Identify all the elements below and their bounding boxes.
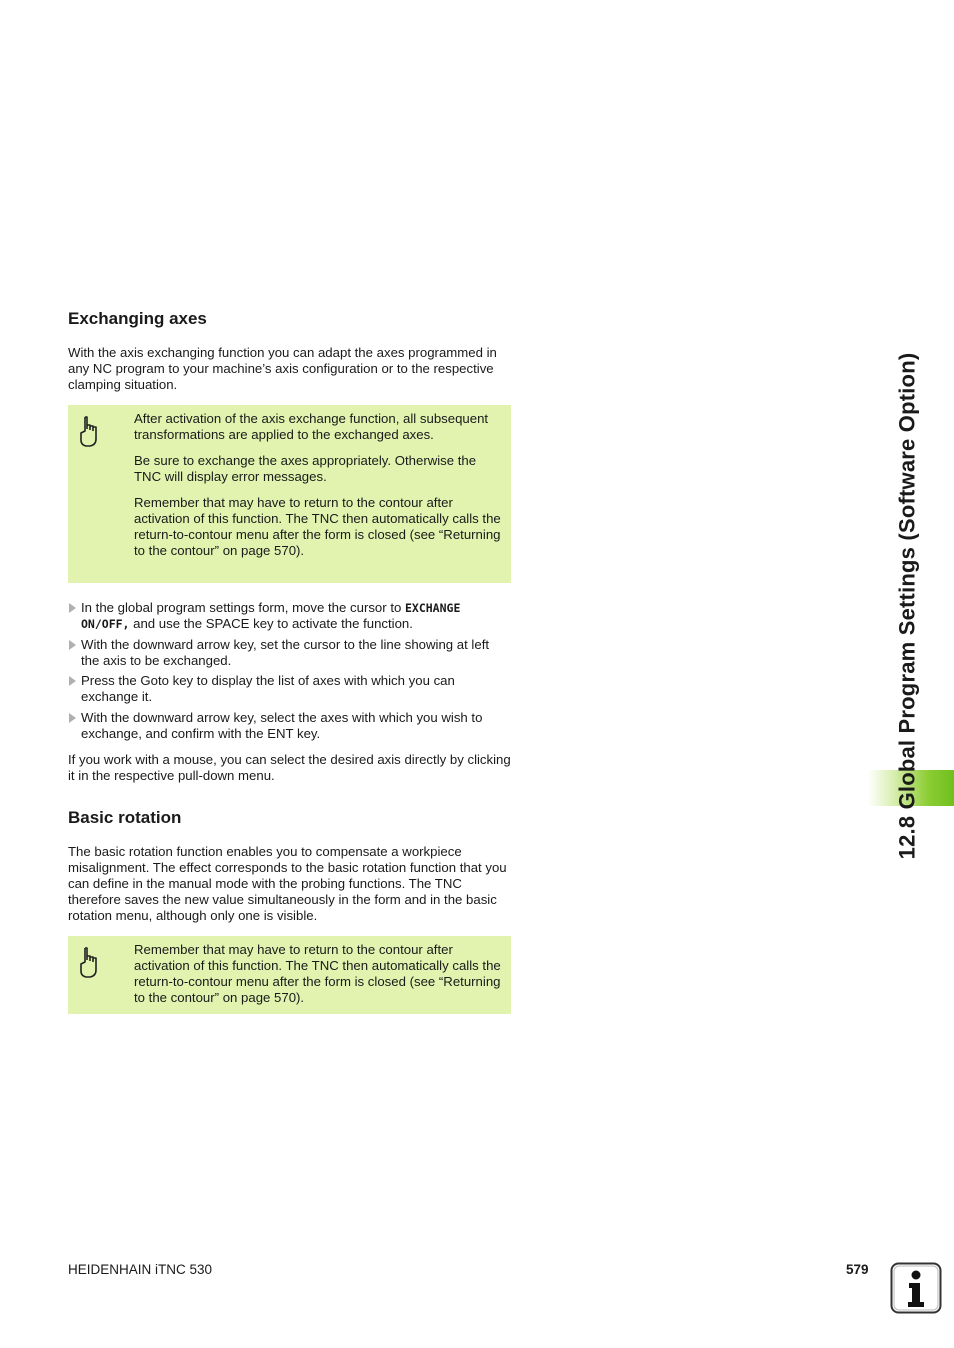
info-icon bbox=[890, 1262, 942, 1314]
note-p1: After activation of the axis exchange function, all subsequent transformations are applied to the exchanged axes. bbox=[134, 411, 489, 442]
pointing-hand-icon bbox=[78, 946, 102, 980]
bullet-arrow-icon bbox=[69, 640, 76, 650]
step-3: Press the Goto key to display the list of axes with which you can exchange it. bbox=[68, 673, 511, 705]
note-p3: Remember that may have to return to the contour after activation of this function. The TNC then automatically calls the return-to-contour menu after the form is closed (see “Returning to the contour” on page 570). bbox=[134, 495, 501, 558]
note-rotation-p1: Remember that may have to return to the contour after activation of this function. The TNC then automatically calls the return-to-contour menu after the form is closed (see “Returning to the contour” on page 570). bbox=[134, 942, 501, 1005]
section-heading-exchanging-axes: Exchanging axes bbox=[68, 309, 207, 328]
note-box-rotation bbox=[68, 936, 511, 1014]
footer-product-name: HEIDENHAIN iTNC 530 bbox=[68, 1262, 213, 1277]
bullet-arrow-icon bbox=[69, 713, 76, 723]
side-chapter-title: 12.8 Global Program Settings (Software Option) bbox=[894, 352, 919, 860]
page-number: 579 bbox=[846, 1262, 869, 1277]
note-box-exchange bbox=[68, 405, 511, 583]
exchanging-intro: With the axis exchanging function you can adapt the axes programmed in any NC program to your machine’s axis configuration or to the respective clamping situation. bbox=[68, 345, 497, 392]
bullet-arrow-icon bbox=[69, 676, 76, 686]
basic-rotation-intro: The basic rotation function enables you to compensate a workpiece misalignment. The effect corresponds to the basic rotation function that you can define in the manual mode with the probing functions. The TNC therefore saves the new value simultaneously in the form and in the basic rotation menu, although only one is visible. bbox=[68, 844, 507, 923]
step-4: With the downward arrow key, select the axes with which you wish to exchange, and confirm with the ENT key. bbox=[68, 710, 511, 742]
mouse-text: If you work with a mouse, you can select the desired axis directly by clicking it in the respective pull-down menu. bbox=[68, 752, 511, 783]
step-2: With the downward arrow key, set the cursor to the line showing at left the axis to be exchanged. bbox=[68, 637, 511, 669]
note-p2: Be sure to exchange the axes appropriately. Otherwise the TNC will display error messages. bbox=[134, 453, 477, 484]
softkey-code: EXCHANGE ON/OFF, bbox=[81, 601, 461, 631]
bullet-arrow-icon bbox=[69, 603, 76, 613]
steps-list bbox=[68, 600, 511, 746]
step-1: In the global program settings form, move the cursor to EXCHANGE ON/OFF, and use the SPACE key to activate the function. bbox=[68, 600, 511, 632]
pointing-hand-icon bbox=[78, 415, 102, 449]
section-heading-basic-rotation: Basic rotation bbox=[68, 808, 182, 827]
